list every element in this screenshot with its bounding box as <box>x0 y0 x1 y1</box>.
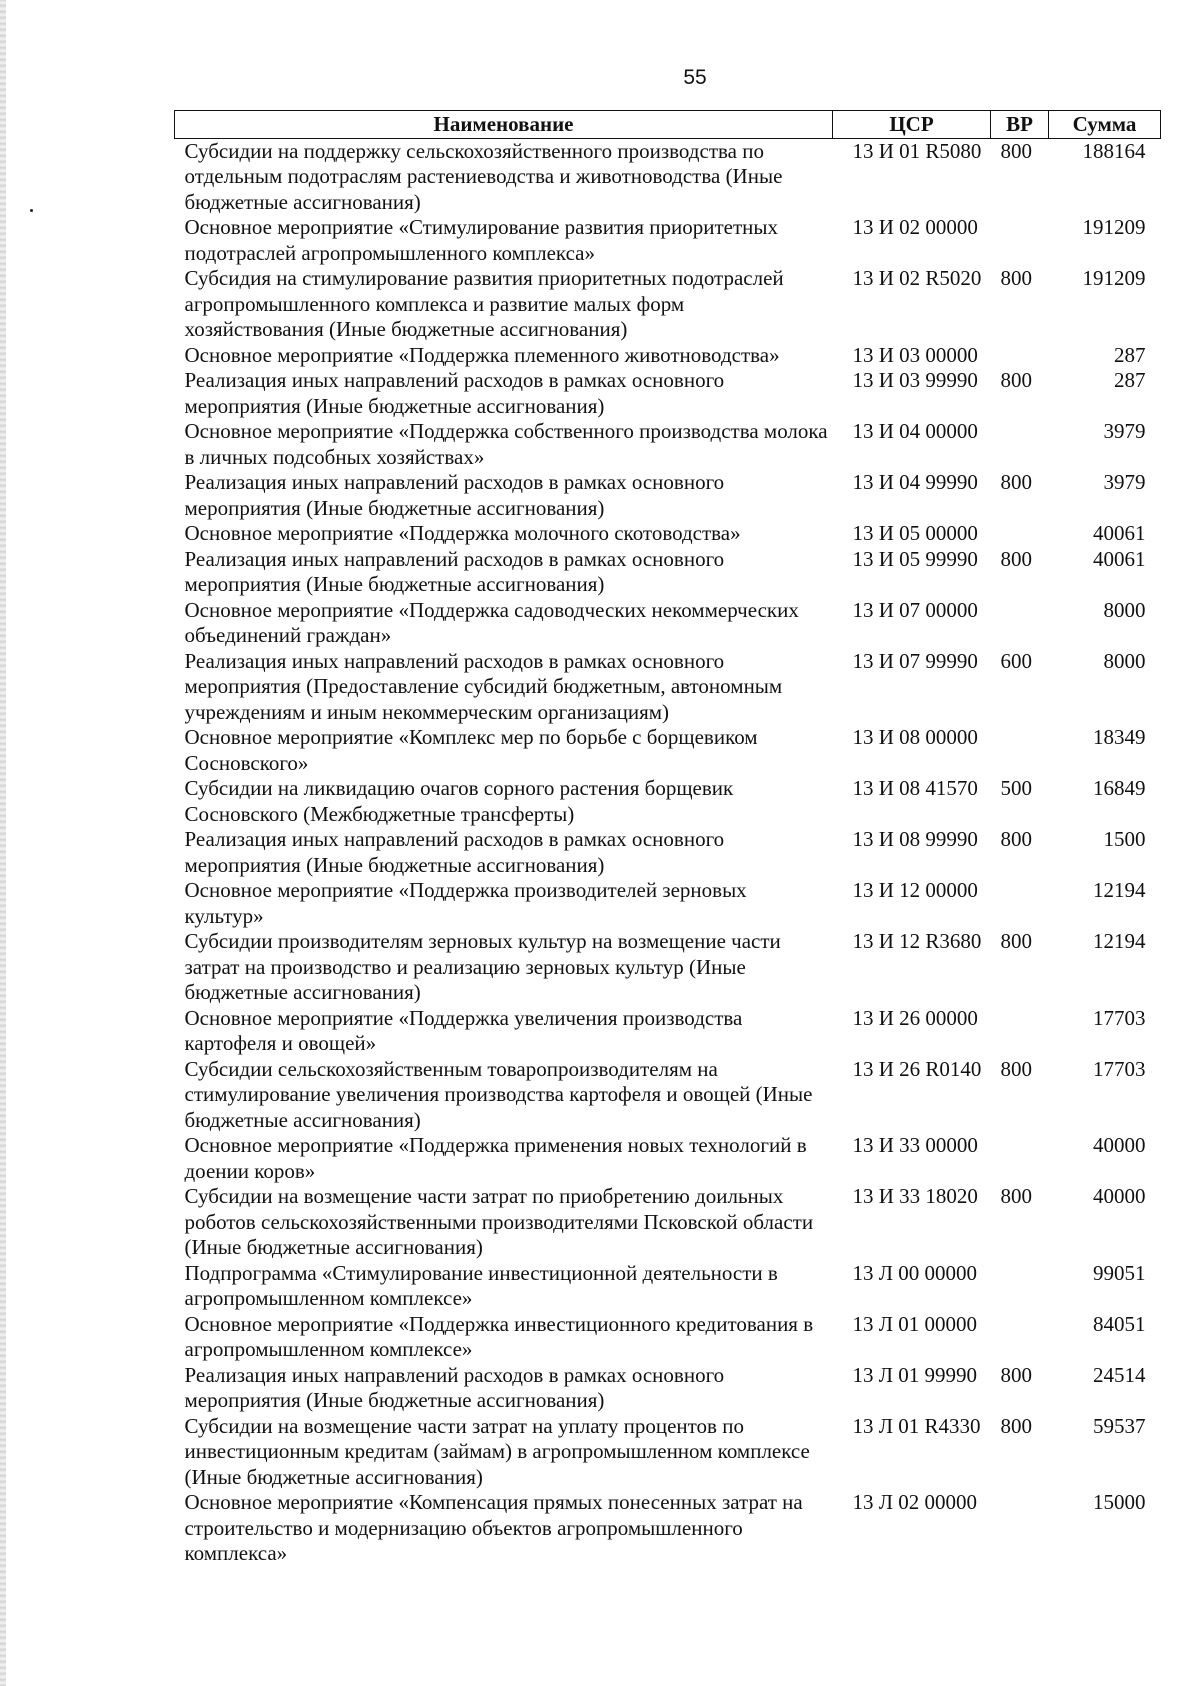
cell-sum: 8000 <box>1103 648 1146 673</box>
table-row <box>175 1184 1161 1261</box>
cell-name: Реализация иных направлений расходов в рамках основного мероприятия (Иные бюджетные ассигнования) <box>184 368 725 418</box>
cell-name: Реализация иных направлений расходов в рамках основного мероприятия (Иные бюджетные ассигнования) <box>184 1362 725 1412</box>
cell-sum: 17703 <box>1093 1005 1146 1030</box>
table-row <box>175 1006 1161 1057</box>
header-row <box>175 111 1161 139</box>
table-row <box>175 1414 1161 1491</box>
table-row <box>175 1261 1161 1312</box>
cell-csr: 13 И 05 00000 <box>852 521 978 545</box>
cell-vr <box>991 343 1049 369</box>
header-name: Наименование <box>175 111 833 139</box>
table-row <box>175 1312 1161 1363</box>
cell-sum: 1500 <box>1103 827 1146 851</box>
cell-sum: 17703 <box>1093 1056 1146 1081</box>
cell-sum: 24514 <box>1093 1362 1146 1387</box>
table-row <box>175 827 1161 878</box>
table-row <box>175 776 1161 827</box>
cell-sum: 191209 <box>1082 215 1146 239</box>
cell-csr: 13 И 12 R3680 <box>852 929 982 953</box>
cell-name: Основное мероприятие «Поддержка молочного скотоводства» <box>184 521 741 545</box>
cell-vr <box>991 1133 1049 1184</box>
cell-name: Основное мероприятие «Поддержка увеличения производства картофеля и овощей» <box>184 1005 743 1055</box>
header-sum: Сумма <box>1049 111 1161 139</box>
cell-name: Основное мероприятие «Поддержка племенного животноводства» <box>184 342 780 367</box>
cell-csr: 13 Л 00 00000 <box>852 1260 977 1285</box>
cell-name: Основное мероприятие «Поддержка производителей зерновых культур» <box>184 878 747 928</box>
cell-name: Субсидии на возмещение части затрат на уплату процентов по инвестиционным кредитам (займам) в агропромышленном комплексе (Иные бюджетные ассигнования) <box>184 1413 810 1489</box>
cell-sum: 18349 <box>1093 725 1146 749</box>
scan-speck <box>30 209 33 212</box>
cell-sum: 84051 <box>1093 1311 1146 1336</box>
cell-sum: 15000 <box>1093 1490 1146 1514</box>
table-row <box>175 470 1161 521</box>
cell-name: Субсидии на возмещение части затрат по приобретению доильных роботов сельскохозяйственными производителями Псковской области (Иные бюджетные ассигнования) <box>184 1184 814 1259</box>
page-number: 55 <box>683 66 707 89</box>
cell-csr: 13 И 33 18020 <box>852 1184 978 1208</box>
cell-sum: 40061 <box>1093 546 1146 571</box>
cell-vr <box>991 1312 1049 1363</box>
cell-sum: 40000 <box>1093 1184 1146 1208</box>
cell-sum: 191209 <box>1082 266 1146 290</box>
cell-sum: 8000 <box>1103 597 1146 622</box>
cell-sum: 3979 <box>1103 470 1146 494</box>
cell-sum: 99051 <box>1093 1260 1146 1285</box>
cell-sum: 3979 <box>1103 419 1146 443</box>
cell-vr <box>991 419 1049 470</box>
cell-csr: 13 И 07 99990 <box>852 648 978 673</box>
scan-edge <box>0 0 6 1686</box>
table-row <box>175 878 1161 929</box>
cell-vr: 800 <box>1000 266 1032 290</box>
cell-vr <box>991 1261 1049 1312</box>
header-csr: ЦСР <box>833 111 991 139</box>
cell-csr: 13 И 08 00000 <box>852 725 978 749</box>
cell-name: Субсидии сельскохозяйственным товаропроизводителям на стимулирование увеличения производства картофеля и овощей (Иные бюджетные ассигнования) <box>184 1056 813 1132</box>
cell-name: Основное мероприятие «Компенсация прямых понесенных затрат на строительство и модернизацию объектов агропромышленного комплекса» <box>184 1490 803 1565</box>
cell-vr: 800 <box>1000 368 1032 392</box>
cell-csr: 13 И 05 99990 <box>852 546 978 571</box>
cell-name: Основное мероприятие «Поддержка садоводческих некоммерческих объединений граждан» <box>184 597 799 647</box>
cell-name: Подпрограмма «Стимулирование инвестиционной деятельности в агропромышленном комплексе» <box>184 1260 778 1310</box>
cell-vr <box>991 598 1049 649</box>
header-vr: ВР <box>991 111 1049 139</box>
table-row <box>175 1490 1161 1567</box>
cell-name: Основное мероприятие «Поддержка собственного производства молока в личных подсобных хозяйствах» <box>184 419 828 469</box>
table-row <box>175 1057 1161 1134</box>
cell-vr: 800 <box>1000 1184 1032 1208</box>
cell-vr: 800 <box>1000 1413 1032 1438</box>
table-row <box>175 725 1161 776</box>
table-row <box>175 343 1161 369</box>
cell-sum: 287 <box>1114 342 1146 367</box>
cell-csr: 13 И 03 99990 <box>852 368 978 392</box>
cell-vr: 800 <box>1000 929 1032 953</box>
cell-sum: 16849 <box>1093 776 1146 800</box>
cell-csr: 13 И 26 00000 <box>852 1005 978 1030</box>
cell-sum: 287 <box>1114 368 1146 392</box>
cell-vr: 800 <box>1000 1056 1032 1081</box>
table-row <box>175 649 1161 726</box>
cell-name: Субсидии на поддержку сельскохозяйственного производства по отдельным подотраслям растениеводства и животноводства (Иные бюджетные ассигнования) <box>184 138 783 214</box>
cell-sum: 40000 <box>1093 1133 1146 1157</box>
cell-name: Основное мероприятие «Стимулирование развития приоритетных подотраслей агропромышленного комплекса» <box>184 215 779 265</box>
cell-csr: 13 И 04 99990 <box>852 470 978 494</box>
table-row <box>175 215 1161 266</box>
table-body <box>175 138 1161 1567</box>
cell-vr <box>991 725 1049 776</box>
table-row <box>175 598 1161 649</box>
cell-vr <box>991 521 1049 547</box>
cell-csr: 13 И 33 00000 <box>852 1133 978 1157</box>
cell-sum: 188164 <box>1082 138 1146 163</box>
cell-vr: 500 <box>1000 776 1032 800</box>
cell-csr: 13 И 01 R5080 <box>852 138 982 163</box>
cell-name: Реализация иных направлений расходов в рамках основного мероприятия (Иные бюджетные ассигнования) <box>184 470 725 520</box>
cell-csr: 13 И 07 00000 <box>852 597 978 622</box>
cell-csr: 13 И 02 R5020 <box>852 266 982 290</box>
cell-sum: 12194 <box>1093 929 1146 953</box>
cell-sum: 59537 <box>1093 1413 1146 1438</box>
cell-name: Основное мероприятие «Поддержка применения новых технологий в доении коров» <box>184 1133 807 1183</box>
cell-csr: 13 И 02 00000 <box>852 215 978 239</box>
cell-name: Субсидии на ликвидацию очагов сорного растения борщевик Сосновского (Межбюджетные трансферты) <box>184 776 734 826</box>
cell-sum: 40061 <box>1093 521 1146 545</box>
cell-vr <box>991 878 1049 929</box>
cell-vr: 800 <box>1000 546 1032 571</box>
table-row <box>175 1133 1161 1184</box>
table-row <box>175 929 1161 1006</box>
cell-vr: 600 <box>1000 648 1032 673</box>
cell-csr: 13 И 04 00000 <box>852 419 978 443</box>
cell-csr: 13 И 26 R0140 <box>852 1056 982 1081</box>
table-row <box>175 521 1161 547</box>
cell-name: Реализация иных направлений расходов в рамках основного мероприятия (Иные бюджетные ассигнования) <box>184 827 725 877</box>
cell-sum: 12194 <box>1093 878 1146 902</box>
cell-vr: 800 <box>1000 138 1032 163</box>
table-row <box>175 266 1161 343</box>
cell-name: Субсидии производителям зерновых культур на возмещение части затрат на производство и реализацию зерновых культур (Иные бюджетные ассигнования) <box>184 929 781 1004</box>
cell-csr: 13 Л 01 R4330 <box>852 1413 981 1438</box>
cell-name: Основное мероприятие «Комплекс мер по борьбе с борщевиком Сосновского» <box>184 725 758 775</box>
cell-csr: 13 Л 02 00000 <box>852 1490 977 1514</box>
cell-csr: 13 И 03 00000 <box>852 342 978 367</box>
cell-vr <box>991 1006 1049 1057</box>
cell-name: Субсидия на стимулирование развития приоритетных подотраслей агропромышленного комплекса и развитие малых форм хозяйствования (Иные бюджетные ассигнования) <box>184 266 784 341</box>
table-row <box>175 419 1161 470</box>
budget-table <box>174 110 1161 1567</box>
cell-name: Реализация иных направлений расходов в рамках основного мероприятия (Иные бюджетные ассигнования) <box>184 546 725 596</box>
cell-csr: 13 И 08 99990 <box>852 827 978 851</box>
cell-csr: 13 Л 01 00000 <box>852 1311 977 1336</box>
cell-vr: 800 <box>1000 1362 1032 1387</box>
cell-csr: 13 И 08 41570 <box>852 776 978 800</box>
cell-vr: 800 <box>1000 827 1032 851</box>
cell-csr: 13 И 12 00000 <box>852 878 978 902</box>
cell-name: Реализация иных направлений расходов в рамках основного мероприятия (Предоставление субсидий бюджетным, автономным учреждениям и иным некоммерческим организациям) <box>184 648 783 724</box>
cell-vr <box>991 1490 1049 1567</box>
cell-csr: 13 Л 01 99990 <box>852 1362 977 1387</box>
cell-vr: 800 <box>1000 470 1032 494</box>
cell-vr <box>991 215 1049 266</box>
table-row <box>175 547 1161 598</box>
table-row <box>175 138 1161 215</box>
cell-name: Основное мероприятие «Поддержка инвестиционного кредитования в агропромышленном комплексе» <box>184 1311 814 1361</box>
table-row <box>175 368 1161 419</box>
table-row <box>175 1363 1161 1414</box>
table-header <box>175 111 1161 139</box>
